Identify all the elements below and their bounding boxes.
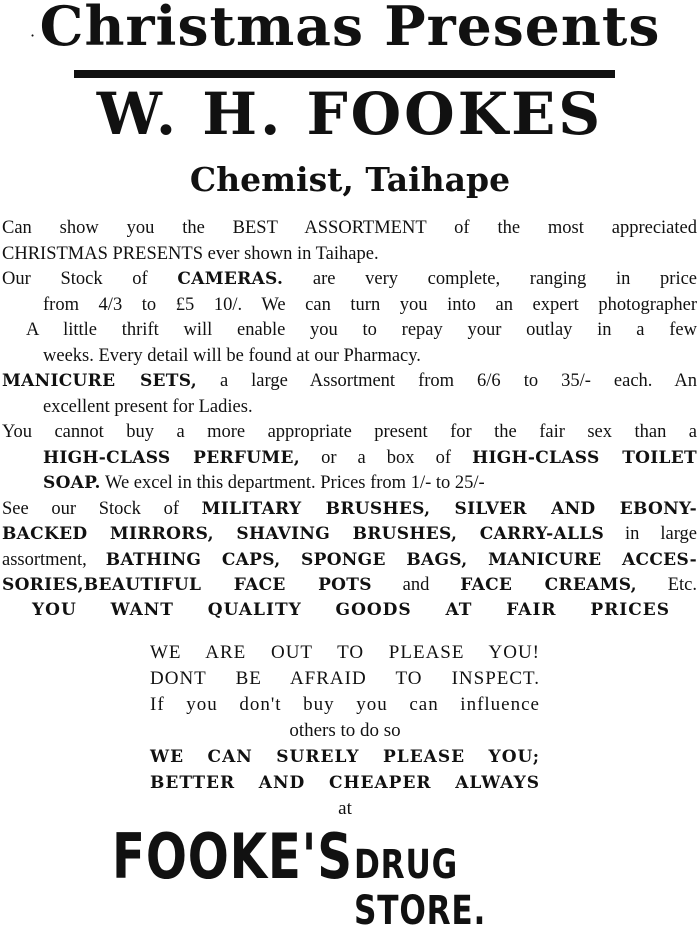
text-run-bold: MANICURE SETS, (2, 371, 197, 391)
store-name-main: FOOKE'S (112, 820, 353, 893)
advertisement-body (2, 216, 697, 599)
store-name-suffix: DRUG STORE. (354, 842, 487, 934)
closing-line: at (338, 798, 352, 819)
text-run-bold: CAMERAS. (177, 269, 284, 289)
text-line (2, 497, 697, 523)
print-speck: · (30, 26, 36, 45)
paragraph-manicure (2, 369, 697, 420)
closing-line: BETTER AND CHEAPER ALWAYS (150, 773, 540, 793)
headline: Christmas Presents (39, 0, 661, 58)
text-run: are very complete, ranging in price (312, 269, 698, 289)
text-line (2, 548, 697, 574)
text-line (2, 522, 697, 548)
divider-rule (74, 70, 615, 78)
closing-line: DONT BE AFRAID TO INSPECT. (150, 668, 540, 689)
store-name (112, 820, 612, 934)
trade-location: Chemist, Taihape (189, 160, 511, 199)
text-line: excellent present for Ladies. (43, 396, 253, 417)
text-line: Can show you the BEST ASSORTMENT of the most appreciated (2, 218, 697, 238)
text-line: weeks. Every detail will be found at our Pharmacy. (43, 345, 421, 366)
text-run: in large (625, 524, 698, 544)
text-run: assortment, (2, 549, 87, 570)
quality-slogan: YOU WANT QUALITY GOODS AT FAIR PRICES (32, 600, 670, 620)
text-line: A little thrift will enable you to repay your outlay in a few (26, 320, 697, 340)
text-run-bold: BACKED MIRRORS, SHAVING BRUSHES, CARRY-ALLS (2, 524, 605, 544)
text-line: You cannot buy a more appropriate present for the fair sex than a (2, 422, 697, 442)
text-run: a large Assortment from 6/6 to 35/- each. An (219, 371, 697, 391)
firm-name: W. H. FOOKES (96, 80, 604, 148)
text-line: from 4/3 to £5 10/. We can turn you into an expert photographer (43, 294, 697, 315)
closing-line: If you don't buy you can influence (150, 694, 540, 715)
text-run: Our Stock of (2, 269, 148, 289)
text-line (2, 369, 697, 395)
paragraph-stock (2, 497, 697, 599)
text-run: or a box of (321, 447, 452, 468)
closing-line: WE ARE OUT TO PLEASE YOU! (150, 642, 540, 663)
text-run-bold: SOAP. (43, 473, 101, 493)
closing-line: WE CAN SURELY PLEASE YOU; (150, 747, 540, 767)
paragraph-cameras (2, 267, 697, 369)
closing-line: others to do so (289, 720, 401, 741)
text-run-bold: MILITARY BRUSHES, SILVER AND EBONY- (201, 498, 697, 519)
paragraph-perfume (2, 420, 697, 497)
text-line (2, 471, 697, 497)
text-run: Etc. (667, 575, 697, 595)
closing-block (150, 640, 540, 822)
text-line: CHRISTMAS PRESENTS ever shown in Taihape. (2, 243, 379, 264)
text-line (2, 573, 697, 599)
text-run: We excel in this department. Prices from 1/- to 25/- (104, 473, 485, 493)
text-run-bold: SORIES,BEAUTIFUL FACE POTS (2, 575, 372, 595)
text-run-bold: FACE CREAMS, (460, 575, 637, 595)
text-run-bold: BATHING CAPS, SPONGE BAGS, MANICURE ACCES- (105, 549, 697, 570)
text-run-bold: HIGH-CLASS PERFUME, (43, 447, 301, 468)
text-line (2, 446, 697, 472)
paragraph-assortment (2, 216, 697, 267)
text-run-bold: HIGH-CLASS TOILET (472, 447, 697, 468)
text-line (2, 267, 697, 293)
text-run: and (402, 575, 430, 595)
text-run: See our Stock of (2, 498, 179, 519)
